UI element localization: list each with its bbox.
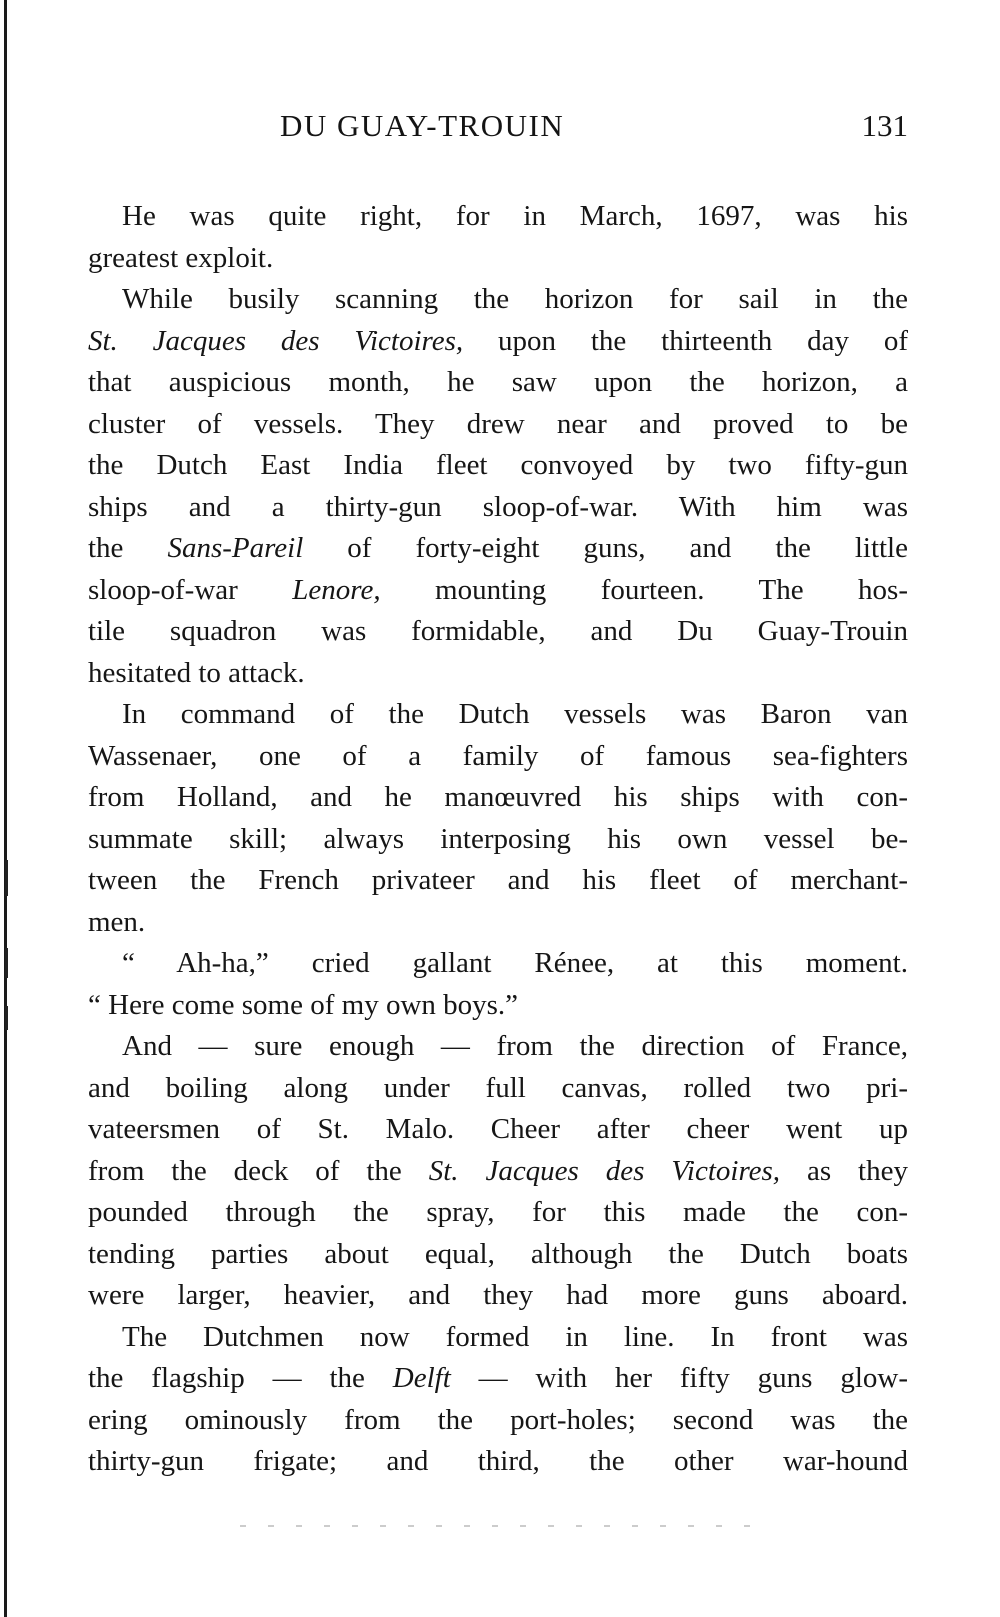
text-line: men. xyxy=(88,905,146,938)
text-line: from the deck of the St. Jacques des Victoires, as they xyxy=(88,1154,908,1187)
text-line: And — sure enough — from the direction of France, xyxy=(122,1030,908,1062)
text-line: tending parties about equal, although the Dutch boats xyxy=(88,1237,908,1270)
text-line: The Dutchmen now formed in line. In front was xyxy=(122,1320,908,1353)
text-line: tile squadron was formidable, and Du Guay-Trouin xyxy=(88,615,908,647)
text-line: ering ominously from the port-holes; second was the xyxy=(88,1403,908,1436)
text-line: the flagship — the Delft — with her fifty guns glow- xyxy=(88,1362,908,1394)
running-head xyxy=(88,108,908,152)
text-line: summate skill; always interposing his own vessel be- xyxy=(88,822,908,855)
line-text: St. Jacques des Victoires, upon the thirteenth day of xyxy=(88,324,908,357)
text-line xyxy=(88,321,908,363)
text-line: He was quite right, for in March, 1697, was his xyxy=(122,200,908,232)
edge-mark xyxy=(5,1006,8,1030)
text-line: were larger, heavier, and they had more guns aboard. xyxy=(88,1279,908,1311)
edge-mark xyxy=(5,948,8,978)
text-line: cluster of vessels. They drew near and proved to be xyxy=(88,407,908,440)
page-edge-line xyxy=(4,0,7,1617)
text-line: tween the French privateer and his fleet of merchant- xyxy=(88,864,908,896)
text-line xyxy=(88,279,908,321)
text-line: hesitated to attack. xyxy=(88,656,305,689)
text-line: ships and a thirty-gun sloop-of-war. With him was xyxy=(88,490,908,523)
text-line: greatest exploit. xyxy=(88,241,274,274)
text-line: In command of the Dutch vessels was Baron van xyxy=(122,698,908,730)
text-line: that auspicious month, he saw upon the horizon, a xyxy=(88,366,908,398)
text-line: thirty-gun frigate; and third, the other war-hound xyxy=(88,1445,908,1477)
chapter-title: DU GUAY-TROUIN xyxy=(280,108,565,143)
text-line: Wassenaer, one of a family of famous sea-fighters xyxy=(88,739,908,772)
text-line: from Holland, and he manœuvred his ships with con- xyxy=(88,781,908,813)
text-line: “ Here come some of my own boys.” xyxy=(88,988,519,1021)
text-line: vateersmen of St. Malo. Cheer after cheer went up xyxy=(88,1113,908,1145)
print-smudge xyxy=(240,1525,760,1527)
text-line: “ Ah-ha,” cried gallant Rénee, at this moment. xyxy=(122,947,908,979)
page-number: 131 xyxy=(861,108,908,143)
line-text: While busily scanning the horizon for sail in the xyxy=(122,283,908,315)
text-line: and boiling along under full canvas, rolled two pri- xyxy=(88,1071,908,1104)
body-text xyxy=(88,196,908,1483)
edge-mark xyxy=(5,860,8,896)
text-line: the Dutch East India fleet convoyed by two fifty-gun xyxy=(88,449,908,481)
text-line: sloop-of-war Lenore, mounting fourteen. The hos- xyxy=(88,573,908,606)
text-line: the Sans-Pareil of forty-eight guns, and the little xyxy=(88,532,908,564)
text-line: pounded through the spray, for this made the con- xyxy=(88,1196,908,1228)
